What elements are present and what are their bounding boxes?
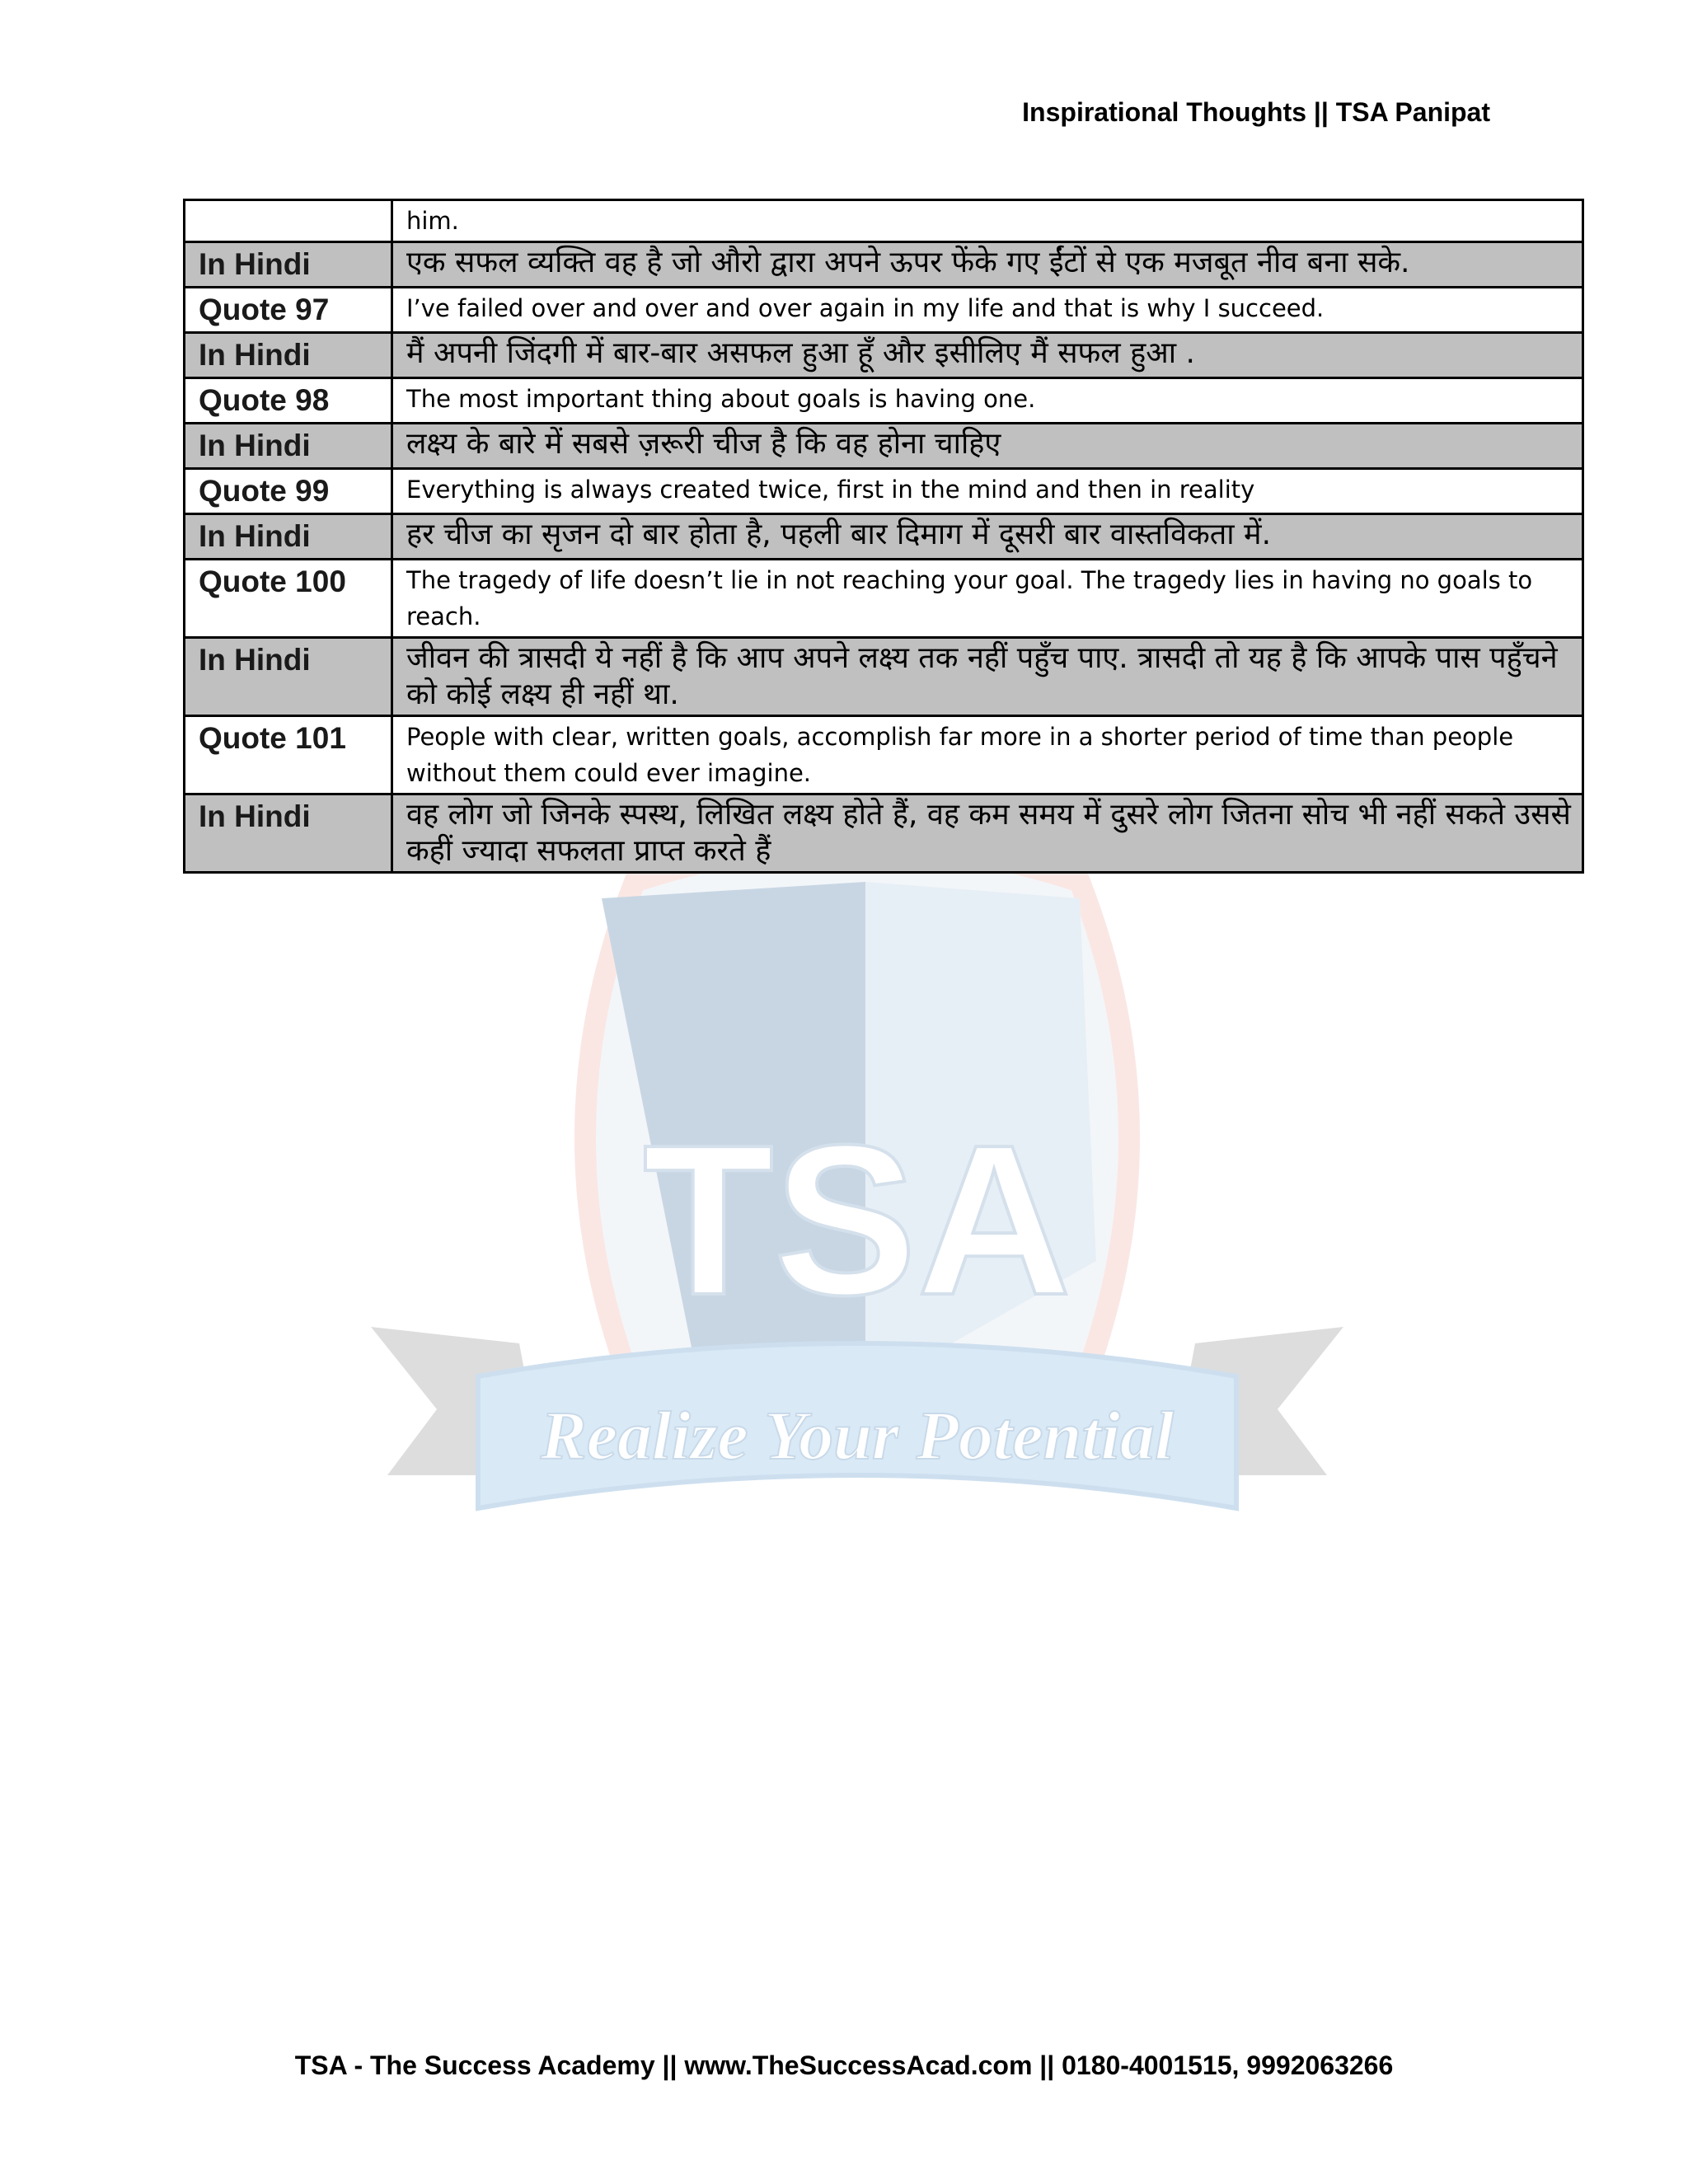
watermark-tagline: Realize Your Potential	[540, 1398, 1175, 1474]
row-label: In Hindi	[185, 794, 392, 873]
row-label: Quote 97	[185, 288, 392, 333]
hindi-translation-row	[185, 638, 1583, 716]
quote-text: I’ve failed over and over and over again in my life and that is why I succeed.	[392, 288, 1583, 333]
hindi-text: हर चीज का सृजन दो बार होता है, पहली बार दिमाग में दूसरी बार वास्तविकता में.	[392, 514, 1583, 560]
quote-row	[185, 560, 1583, 638]
row-label	[185, 200, 392, 242]
quote-row	[185, 469, 1583, 514]
hindi-translation-row	[185, 333, 1583, 378]
hindi-text: एक सफल व्यक्ति वह है जो औरो द्वारा अपने ऊपर फेंके गए ईंटों से एक मजबूत नीव बना सके.	[392, 242, 1583, 288]
row-label: Quote 99	[185, 469, 392, 514]
row-label: In Hindi	[185, 333, 392, 378]
hindi-text: मैं अपनी जिंदगी में बार-बार असफल हुआ हूँ और इसीलिए मैं सफल हुआ .	[392, 333, 1583, 378]
row-label: In Hindi	[185, 424, 392, 469]
row-label: Quote 98	[185, 378, 392, 424]
page-footer: TSA - The Success Academy || www.TheSuccessAcad.com || 0180-4001515, 9992063266	[294, 2050, 1394, 2080]
hindi-translation-row	[185, 424, 1583, 469]
row-label: In Hindi	[185, 514, 392, 560]
quotes-table	[183, 199, 1584, 874]
hindi-text: जीवन की त्रासदी ये नहीं है कि आप अपने लक्ष्य तक नहीं पहुँच पाए. त्रासदी तो यह है कि आपके पास पहुँचने को कोई लक्ष्य ही नहीं था.	[392, 638, 1583, 716]
row-label: Quote 101	[185, 716, 392, 794]
row-label: In Hindi	[185, 638, 392, 716]
quote-text: People with clear, written goals, accomplish far more in a shorter period of time than people without them could ever imagine.	[392, 716, 1583, 794]
watermark-letters: TSA	[643, 1101, 1071, 1340]
hindi-text: लक्ष्य के बारे में सबसे ज़रूरी चीज है कि वह होना चाहिए	[392, 424, 1583, 469]
quote-text: The tragedy of life doesn’t lie in not reaching your goal. The tragedy lies in having no goals to reach.	[392, 560, 1583, 638]
quote-text: Everything is always created twice, first in the mind and then in reality	[392, 469, 1583, 514]
page-header: Inspirational Thoughts || TSA Panipat	[1022, 97, 1490, 127]
quote-row	[185, 716, 1583, 794]
quote-row	[185, 288, 1583, 333]
quote-row	[185, 378, 1583, 424]
hindi-translation-row	[185, 514, 1583, 560]
hindi-text: वह लोग जो जिनके स्पस्थ, लिखित लक्ष्य होते हैं, वह कम समय में दुसरे लोग जितना सोच भी नहीं सकते उससे कहीं ज्यादा सफलता प्राप्त करते हैं	[392, 794, 1583, 873]
row-label: Quote 100	[185, 560, 392, 638]
hindi-translation-row	[185, 794, 1583, 873]
quote-text: him.	[392, 200, 1583, 242]
quote-text: The most important thing about goals is having one.	[392, 378, 1583, 424]
tsa-logo-watermark	[354, 849, 1360, 1607]
quote-row	[185, 200, 1583, 242]
hindi-translation-row	[185, 242, 1583, 288]
row-label: In Hindi	[185, 242, 392, 288]
